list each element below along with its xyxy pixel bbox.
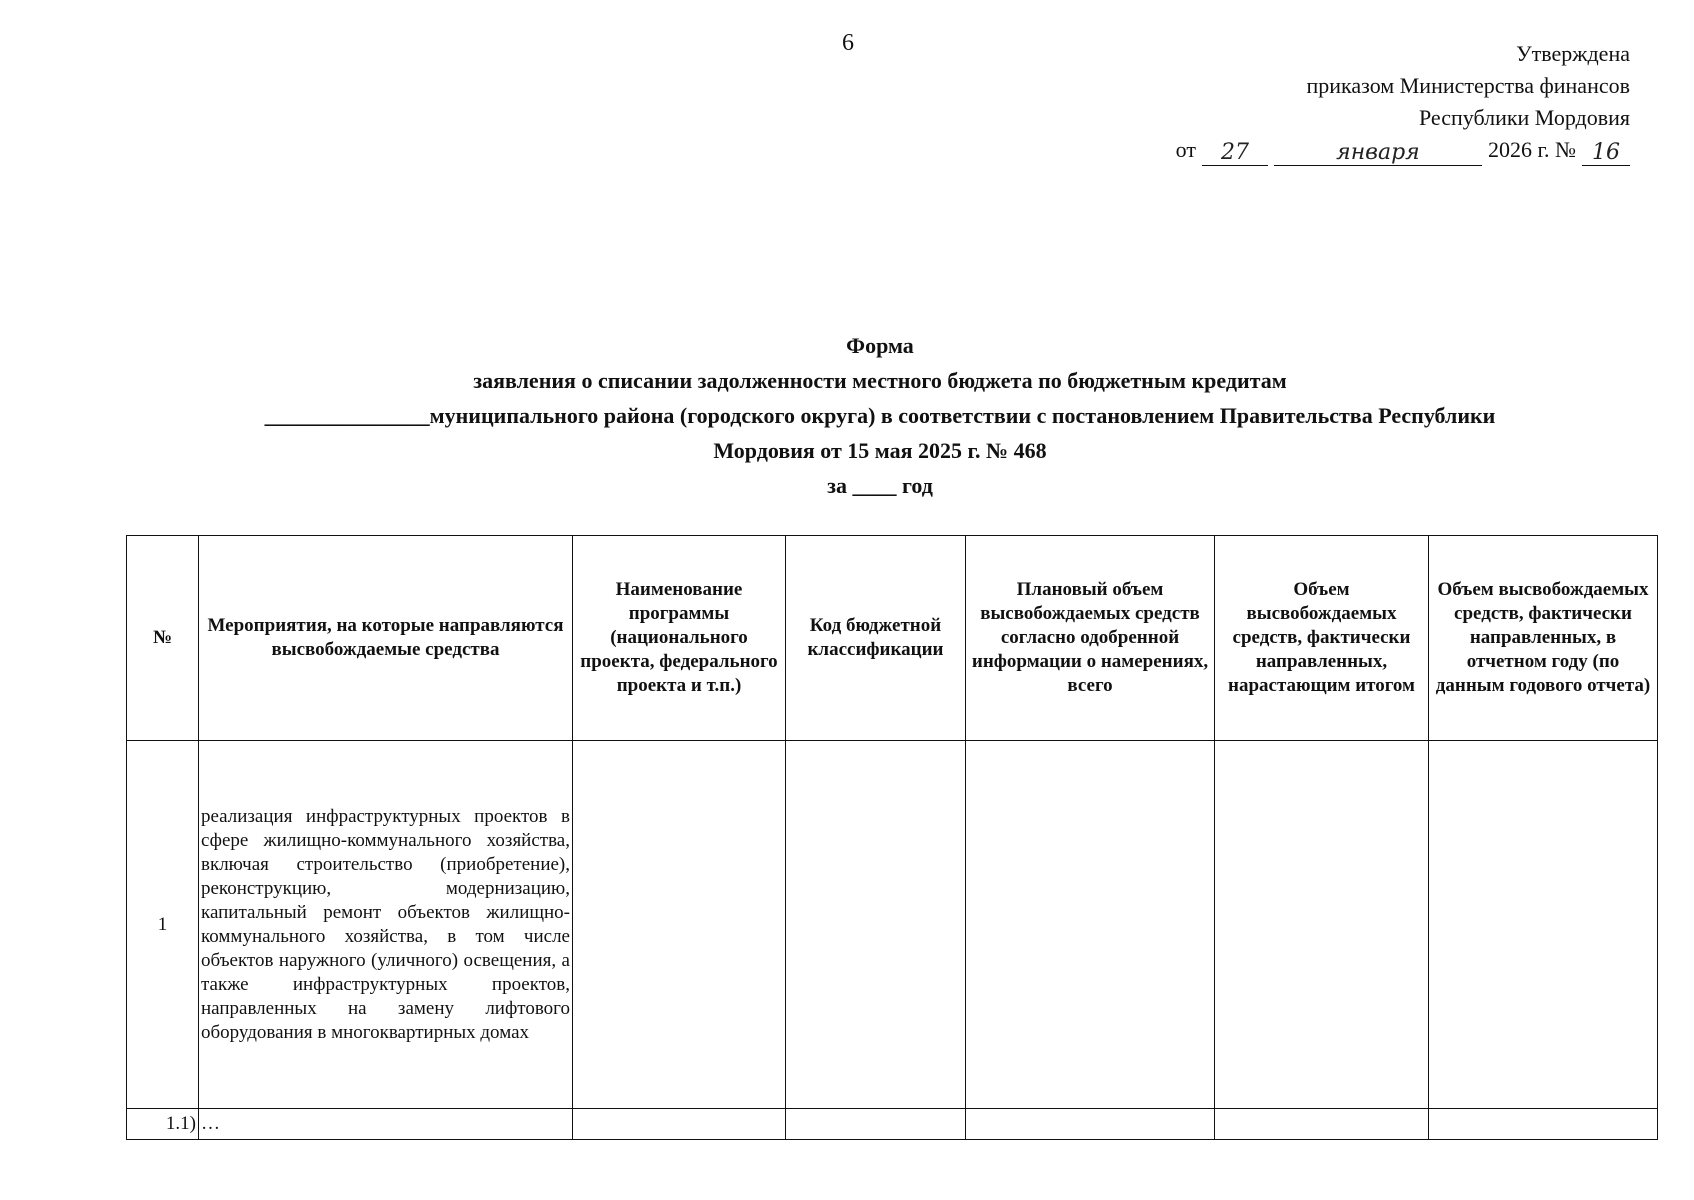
title-line-4: Мордовия от 15 мая 2025 г. № 468 [713,438,1047,463]
empty-cell [1215,741,1429,1109]
table-row [127,741,1658,1109]
title-line-3: _______________муниципального района (городского округа) в соответствии с постановлением Правительства Республики [264,403,1496,428]
table-row [127,1109,1658,1140]
empty-cell [573,741,786,1109]
approval-line-2: приказом Министерства финансов [1306,73,1630,98]
row-number: 1 [127,741,199,1109]
row-description: … [199,1109,573,1140]
header-measures: Мероприятия, на которые направляются высвобождаемые средства [199,536,573,741]
empty-cell [786,741,966,1109]
form-title [80,328,1680,503]
empty-cell [786,1109,966,1140]
approval-stamp [1176,38,1630,166]
empty-cell [573,1109,786,1140]
header-number: № [127,536,199,741]
approval-number-handwritten: 16 [1582,141,1630,166]
title-line-1: Форма [846,333,914,358]
empty-cell [1215,1109,1429,1140]
table-header-row [127,536,1658,741]
header-reporting-year-volume: Объем высвобождаемых средств, фактически направленных, в отчетном году (по данным годового отчета) [1429,536,1658,741]
approval-date-line [1176,134,1630,166]
header-program-name: Наименование программы (национального проекта, федерального проекта и т.п.) [573,536,786,741]
empty-cell [1429,1109,1658,1140]
approval-month-handwritten: января [1274,141,1482,166]
approval-from-prefix: от [1175,137,1196,162]
approval-line-1: Утверждена [1516,41,1630,66]
row-description: реализация инфраструктурных проектов в сфере жилищно-коммунального хозяйства, включая строительство (приобретение), реконструкцию, модернизацию, капитальный ремонт объектов жилищно-коммунального хозяйства, в том числе объектов наружного (уличного) освещения, а также инфраструктурных проектов, направленных на замену лифтового оборудования в многоквартирных домах [199,741,573,1109]
header-budget-code: Код бюджетной классификации [786,536,966,741]
approval-day-handwritten: 27 [1202,141,1268,166]
header-cumulative-volume: Объем высвобождаемых средств, фактически направленных, нарастающим итогом [1215,536,1429,741]
empty-cell [966,1109,1215,1140]
header-planned-volume: Плановый объем высвобождаемых средств согласно одобренной информации о намерениях, всего [966,536,1215,741]
page-number: 6 [842,30,854,56]
approval-year-text: 2026 г. № [1487,137,1576,162]
title-line-2: заявления о списании задолженности местного бюджета по бюджетным кредитам [473,368,1287,393]
row-number: 1.1) [127,1109,199,1140]
empty-cell [1429,741,1658,1109]
empty-cell [966,741,1215,1109]
approval-line-3: Республики Мордовия [1418,105,1630,130]
report-table [126,535,1658,1140]
title-line-5: за ____ год [827,473,933,498]
